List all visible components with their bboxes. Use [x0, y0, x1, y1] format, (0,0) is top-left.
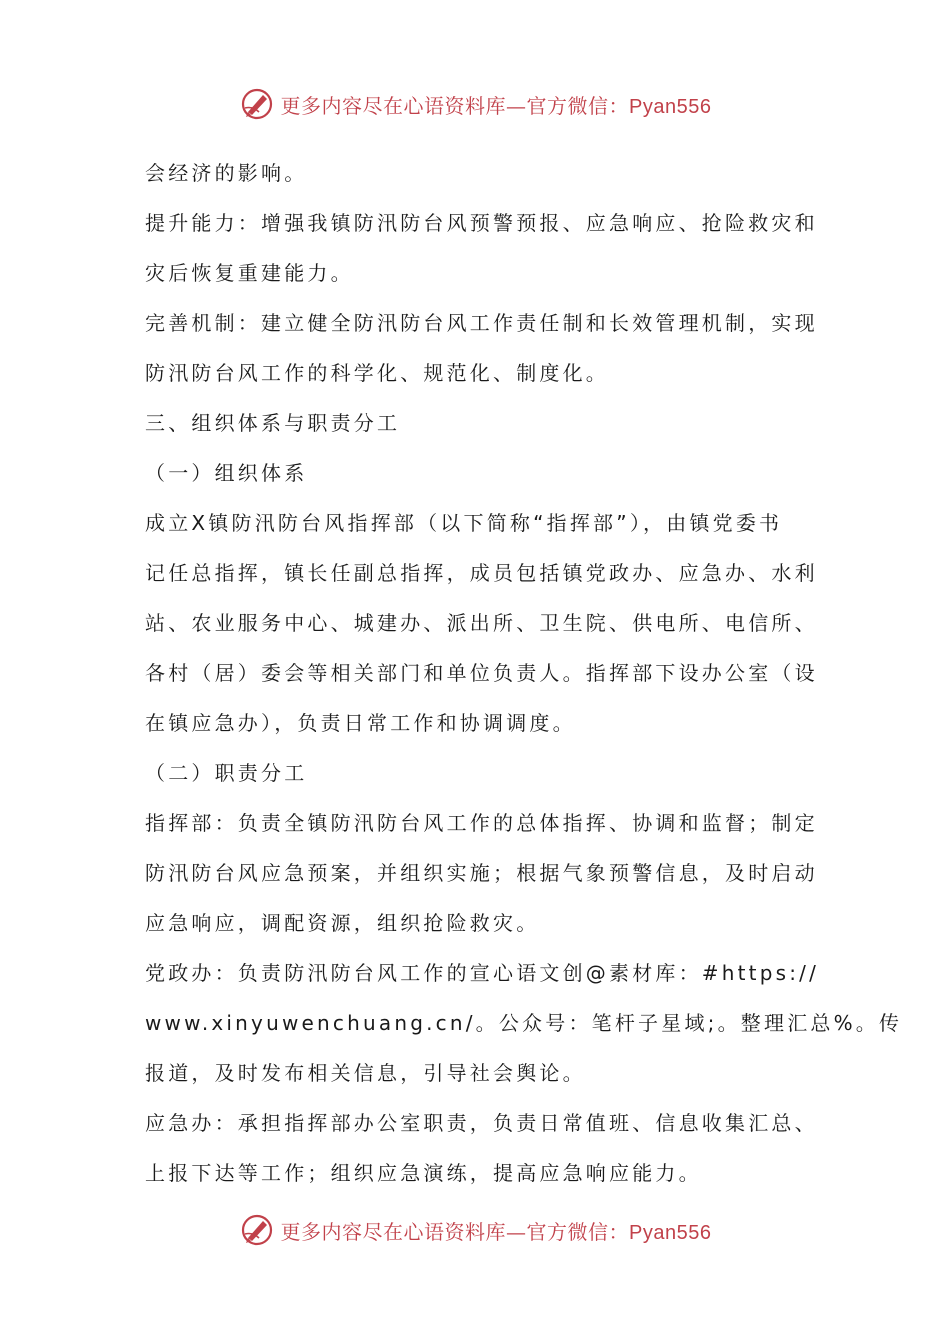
subsection-heading: （一）组织体系 — [145, 461, 308, 485]
paragraph-line: 应急办：承担指挥部办公室职责，负责日常值班、信息收集汇总、 — [145, 1111, 818, 1135]
footer-banner — [0, 1210, 950, 1250]
header-banner — [0, 84, 950, 124]
header-wechat-id: Pyan556 — [629, 95, 712, 118]
paragraph-line: 会经济的影响。 — [145, 161, 308, 185]
paragraph-line: 应急响应，调配资源，组织抢险救灾。 — [145, 911, 540, 935]
pen-logo-icon — [239, 1212, 275, 1248]
section-heading: 三、组织体系与职责分工 — [145, 411, 401, 435]
document-body — [145, 148, 903, 1198]
paragraph-line: 记任总指挥，镇长任副总指挥，成员包括镇党政办、应急办、水利 — [145, 561, 818, 585]
footer-wechat-id: Pyan556 — [629, 1221, 712, 1244]
pen-logo-icon — [239, 86, 275, 122]
footer-banner-text: 更多内容尽在心语资料库—官方微信：Pyan556 — [280, 1219, 712, 1244]
header-banner-text: 更多内容尽在心语资料库—官方微信：Pyan556 — [280, 93, 712, 118]
paragraph-line: 各村（居）委会等相关部门和单位负责人。指挥部下设办公室（设 — [145, 661, 818, 685]
paragraph-line: 防汛防台风工作的科学化、规范化、制度化。 — [145, 361, 609, 385]
paragraph-line: 在镇应急办），负责日常工作和协调调度。 — [145, 711, 576, 735]
subsection-heading: （二）职责分工 — [145, 761, 308, 785]
paragraph-line: 党政办：负责防汛防台风工作的宣心语文创@素材库：#https:// — [145, 961, 820, 985]
paragraph-line: 提升能力：增强我镇防汛防台风预警预报、应急响应、抢险救灾和 — [145, 211, 818, 235]
paragraph-line: 灾后恢复重建能力。 — [145, 261, 354, 285]
paragraph-line: 报道，及时发布相关信息，引导社会舆论。 — [145, 1061, 586, 1085]
paragraph-line: 完善机制：建立健全防汛防台风工作责任制和长效管理机制，实现 — [145, 311, 818, 335]
paragraph-line: 防汛防台风应急预案，并组织实施；根据气象预警信息，及时启动 — [145, 861, 818, 885]
paragraph-line: 站、农业服务中心、城建办、派出所、卫生院、供电所、电信所、 — [145, 611, 818, 635]
paragraph-line: www.xinyuwenchuang.cn/。公众号：笔杆子星域;。整理汇总%。传 — [145, 1011, 903, 1035]
paragraph-line: 成立X镇防汛防台风指挥部（以下简称“指挥部”），由镇党委书 — [145, 511, 783, 535]
paragraph-line: 指挥部：负责全镇防汛防台风工作的总体指挥、协调和监督；制定 — [145, 811, 818, 835]
paragraph-line: 上报下达等工作；组织应急演练，提高应急响应能力。 — [145, 1161, 702, 1185]
